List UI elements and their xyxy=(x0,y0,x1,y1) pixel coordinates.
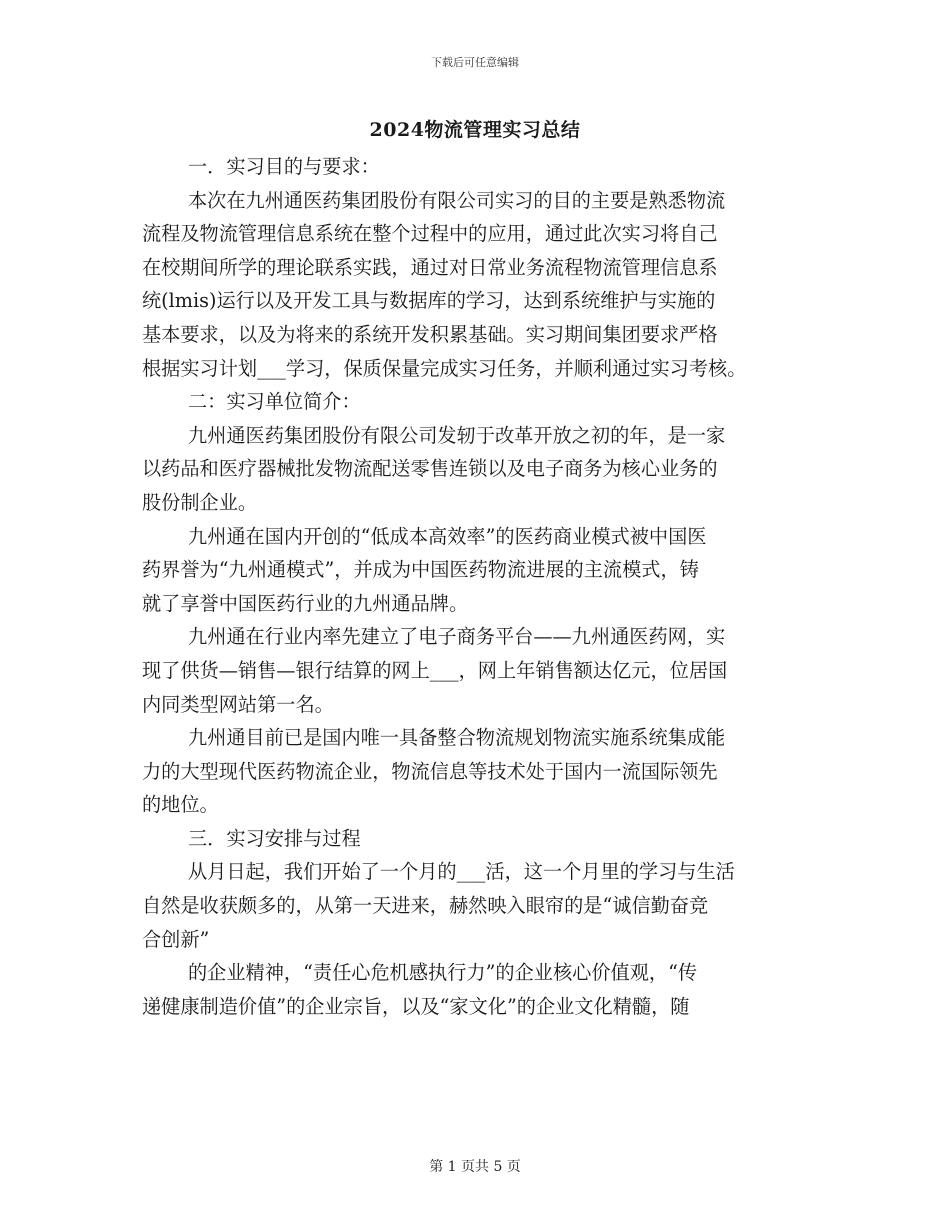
paragraph-line: 合创新” xyxy=(142,927,210,951)
paragraph-line: 根据实习计划___学习，保质保量完成实习任务，并顺利通过实习考核。 xyxy=(142,356,747,380)
document-body xyxy=(142,150,832,1023)
paragraph-line: 基本要求，以及为将来的系统开发积累基础。实习期间集团要求严格 xyxy=(142,322,718,346)
paragraph-line: 统(lmis)运行以及开发工具与数据库的学习，达到系统维护与实施的 xyxy=(142,289,716,313)
paragraph-line: 的地位。 xyxy=(142,793,219,817)
paragraph-line: 就了享誉中国医药行业的九州通品牌。 xyxy=(142,591,469,615)
paragraph-line: 从月日起，我们开始了一个月的___活，这一个月里的学习与生活 xyxy=(188,860,735,884)
paragraph-line: 二：实习单位简介： xyxy=(188,390,361,414)
paragraph-line: 九州通目前已是国内唯一具备整合物流规划物流实施系统集成能 xyxy=(188,726,726,750)
paragraph-line: 九州通在国内开创的“低成本高效率”的医药商业模式被中国医 xyxy=(188,524,707,548)
paragraph-line: 在校期间所学的理论联系实践，通过对日常业务流程物流管理信息系 xyxy=(142,255,718,279)
document-title: 2024物流管理实习总结 xyxy=(369,119,581,141)
header-note: 下载后可任意编辑 xyxy=(431,56,519,69)
paragraph-line: 现了供货—销售—银行结算的网上___，网上年销售额达亿元，位居国 xyxy=(142,658,728,682)
paragraph-line: 递健康制造价值”的企业宗旨，以及“家文化”的企业文化精髓，随 xyxy=(142,994,690,1018)
paragraph-line: 一．实习目的与要求： xyxy=(188,155,380,178)
paragraph-line: 九州通医药集团股份有限公司发轫于改革开放之初的年，是一家 xyxy=(188,423,726,447)
paragraph-line: 力的大型现代医药物流企业，物流信息等技术处于国内一流国际领先 xyxy=(142,759,718,783)
paragraph-line: 股份制企业。 xyxy=(142,490,258,514)
paragraph-line: 的企业精神，“责任心危机感执行力”的企业核心价值观，“传 xyxy=(188,961,698,985)
paragraph-line: 药界誉为“九州通模式”，并成为中国医药物流进展的主流模式，铸 xyxy=(142,558,699,582)
paragraph-line: 流程及物流管理信息系统在整个过程中的应用，通过此次实习将自己 xyxy=(142,222,718,246)
paragraph-line: 九州通在行业内率先建立了电子商务平台——九州通医药网，实 xyxy=(188,625,726,649)
paragraph-line: 三．实习安排与过程 xyxy=(188,826,361,850)
paragraph-line: 自然是收获颇多的，从第一天进来，赫然映入眼帘的是“诚信勤奋竞 xyxy=(142,894,709,918)
paragraph-line: 以药品和医疗器械批发物流配送零售连锁以及电子商务为核心业务的 xyxy=(142,457,718,481)
paragraph-line: 本次在九州通医药集团股份有限公司实习的目的主要是熟悉物流 xyxy=(188,188,726,212)
paragraph-line: 内同类型网站第一名。 xyxy=(142,692,334,716)
page-footer: 第 1 页共 5 页 xyxy=(429,1159,521,1175)
